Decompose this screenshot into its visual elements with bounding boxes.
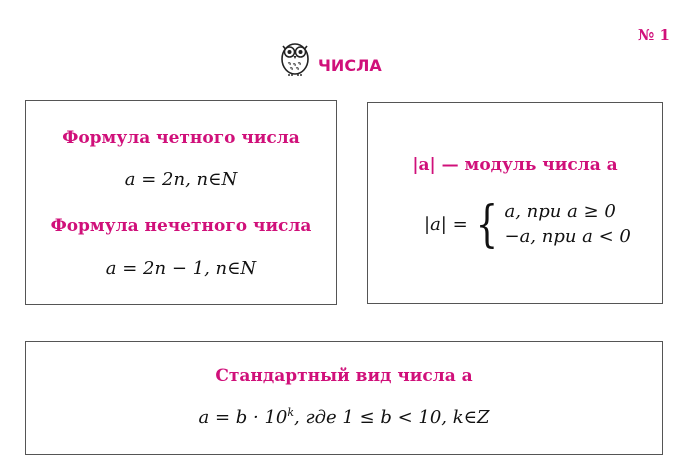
standard-form-end: , где 1 ≤ b < 10, k∈Z (294, 407, 490, 428)
header-title: ЧИСЛА (318, 55, 382, 75)
odd-formula: a = 2n − 1, n∈N (105, 258, 257, 279)
case-negative: −a, при a < 0 (504, 226, 631, 247)
standard-form-box (25, 341, 663, 455)
standard-form-start: a = b · 10 (198, 407, 288, 428)
absolute-value-lhs: |a| = (424, 213, 468, 235)
absolute-value-box (367, 102, 663, 304)
case-nonnegative: a, при a ≥ 0 (504, 201, 616, 222)
header (278, 36, 382, 76)
even-formula-title: Формула четного числа (62, 128, 300, 148)
absolute-value-title: |a| — модуль числа a (412, 155, 618, 175)
standard-form-formula (26, 406, 662, 428)
standard-form-title: Стандартный вид числа a (215, 366, 473, 386)
absolute-value-definition (424, 195, 631, 253)
odd-formula-title: Формула нечетного числа (50, 216, 312, 236)
parity-formulas-box (25, 100, 337, 305)
even-formula: a = 2n, n∈N (124, 169, 238, 190)
page-number: № 1 (638, 26, 670, 44)
brace-icon: { (475, 195, 498, 253)
absolute-value-cases (504, 201, 630, 247)
standard-form-exponent: k (287, 406, 295, 419)
owl-icon (278, 36, 312, 76)
